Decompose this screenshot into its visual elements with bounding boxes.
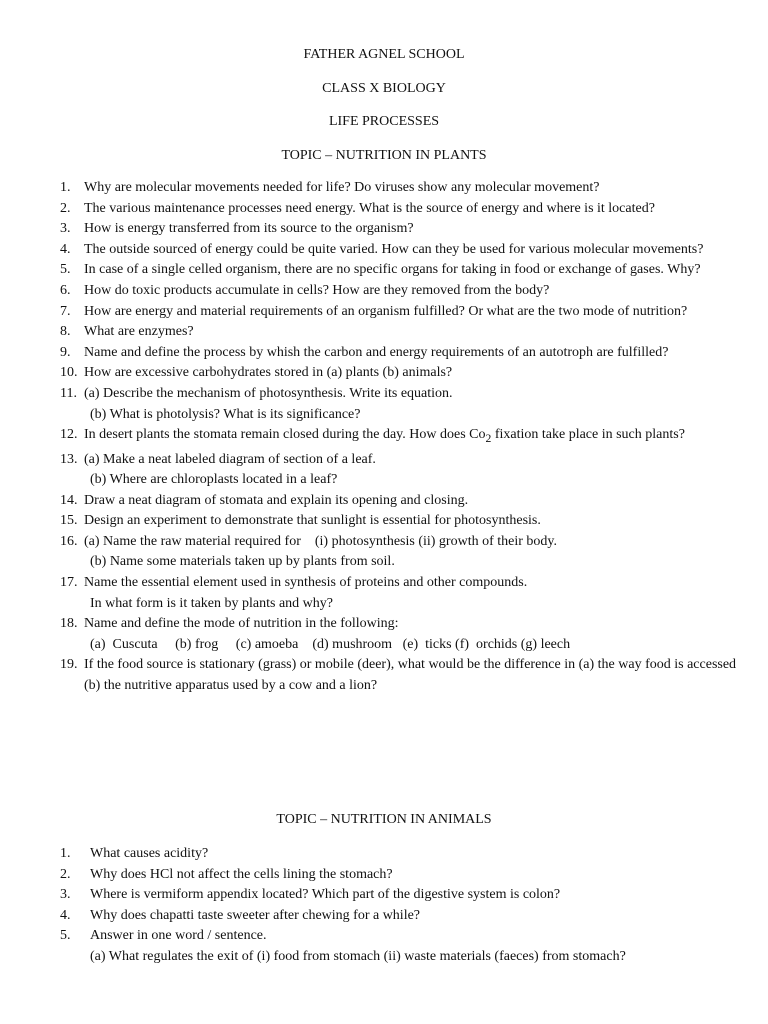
sub-item: (b) Name some materials taken up by plants from soil. — [90, 554, 395, 570]
item-text: In case of a single celled organism, there are no specific organs for taking in food or exchange of gases. Why? — [84, 262, 701, 278]
list-item — [60, 573, 740, 594]
list-item — [60, 885, 740, 906]
item-number: 6. — [60, 282, 71, 298]
item-text: How are energy and material requirements of an organism fulfilled? Or what are the two mode of nutrition? — [84, 303, 688, 319]
item-number: 9. — [60, 344, 71, 360]
list-item — [60, 926, 740, 947]
item-text: If the food source is stationary (grass) or mobile (deer), what would be the difference in (a) the way food is accessed (b) the nutritive apparatus used by a cow and a lion? — [84, 657, 747, 694]
item-number: 2. — [60, 866, 71, 882]
list-item — [60, 219, 740, 240]
item-number: 12. — [60, 427, 78, 443]
item-number: 4. — [60, 241, 71, 257]
list-item — [60, 844, 740, 865]
item-number: 11. — [60, 385, 77, 401]
item-text: Where is vermiform appendix located? Which part of the digestive system is colon? — [90, 887, 561, 903]
item-text: What are enzymes? — [84, 324, 194, 340]
list-item — [60, 302, 740, 323]
list-item — [60, 425, 740, 449]
list-item — [60, 199, 740, 220]
item-text: (a) Describe the mechanism of photosynthesis. Write its equation. — [84, 385, 453, 401]
list-item — [60, 491, 740, 512]
list-item — [60, 363, 740, 384]
item-number: 13. — [60, 451, 78, 467]
item-text: How is energy transferred from its source to the organism? — [84, 221, 414, 237]
item-number: 3. — [60, 221, 71, 237]
item-text — [84, 425, 740, 449]
item-number: 1. — [60, 180, 71, 195]
list-item — [60, 178, 740, 199]
item-number: 8. — [60, 324, 71, 340]
item-text: Answer in one word / sentence. — [90, 928, 267, 944]
animals-question-list — [60, 844, 740, 968]
item-number: 2. — [60, 200, 71, 216]
item-text-part: In desert plants the stomata remain closed during the day. How does Co — [84, 427, 486, 443]
list-item — [60, 281, 740, 302]
list-item — [60, 865, 740, 886]
list-item — [60, 511, 740, 532]
item-text: How are excessive carbohydrates stored in (a) plants (b) animals? — [84, 365, 453, 381]
list-item — [60, 260, 740, 281]
sub-item: (a) What regulates the exit of (i) food from stomach (ii) waste materials (faeces) from stomach? — [90, 948, 626, 964]
item-text: What causes acidity? — [90, 846, 209, 861]
sub-item: In what form is it taken by plants and why? — [90, 595, 334, 611]
sub-item: (b) Where are chloroplasts located in a leaf? — [90, 472, 338, 488]
item-text: (a) Name the raw material required for (i) photosynthesis (ii) growth of their body. — [84, 533, 557, 549]
list-item — [60, 906, 740, 927]
topic-plants-heading: TOPIC – NUTRITION IN PLANTS — [281, 148, 487, 163]
item-text: Name and define the mode of nutrition in the following: — [84, 616, 399, 632]
list-item — [60, 322, 740, 343]
item-text: How do toxic products accumulate in cells? How are they removed from the body? — [84, 282, 550, 298]
list-item — [60, 614, 740, 635]
item-number: 18. — [60, 616, 78, 632]
topic-animals-heading: TOPIC – NUTRITION IN ANIMALS — [276, 812, 492, 827]
item-number: 10. — [60, 365, 78, 381]
item-number: 17. — [60, 575, 78, 591]
item-number: 3. — [60, 887, 71, 903]
item-text: Why are molecular movements needed for life? Do viruses show any molecular movement? — [84, 180, 600, 195]
subscript: 2 — [485, 431, 492, 445]
list-item — [60, 343, 740, 364]
item-text: Name and define the process by whish the carbon and energy requirements of an autotroph are fulfilled? — [84, 344, 669, 360]
sub-item: (b) What is photolysis? What is its significance? — [90, 406, 361, 422]
item-number: 19. — [60, 657, 78, 673]
item-number: 16. — [60, 533, 78, 549]
item-number: 5. — [60, 262, 71, 278]
list-item — [60, 450, 740, 471]
item-number: 5. — [60, 928, 71, 944]
item-number: 4. — [60, 907, 71, 923]
item-number: 1. — [60, 846, 71, 861]
item-text: The outside sourced of energy could be quite varied. How can they be used for various molecular movements? — [84, 241, 704, 257]
list-item — [60, 240, 740, 261]
plants-question-list — [60, 178, 747, 697]
item-number: 7. — [60, 303, 71, 319]
item-text: Draw a neat diagram of stomata and explain its opening and closing. — [84, 492, 469, 508]
item-number: 14. — [60, 492, 78, 508]
item-text: Name the essential element used in synthesis of proteins and other compounds. — [84, 575, 528, 591]
list-item — [60, 384, 740, 405]
item-text: (a) Make a neat labeled diagram of section of a leaf. — [84, 451, 376, 467]
chapter-title: LIFE PROCESSES — [328, 114, 440, 129]
item-text: The various maintenance processes need energy. What is the source of energy and where is it located? — [84, 200, 655, 216]
class-title: CLASS X BIOLOGY — [322, 81, 446, 96]
item-text: Why does chapatti taste sweeter after chewing for a while? — [90, 907, 421, 923]
list-item — [60, 532, 740, 553]
list-item — [60, 655, 747, 696]
school-name: FATHER AGNEL SCHOOL — [303, 47, 465, 62]
sub-item: (a) Cuscuta (b) frog (c) amoeba (d) mushroom (e) ticks (f) orchids (g) leech — [90, 636, 571, 652]
item-text: Why does HCl not affect the cells lining the stomach? — [90, 866, 393, 882]
item-text: Design an experiment to demonstrate that sunlight is essential for photosynthesis. — [84, 513, 541, 529]
item-text-part: fixation take place in such plants? — [491, 427, 685, 443]
item-number: 15. — [60, 513, 78, 529]
